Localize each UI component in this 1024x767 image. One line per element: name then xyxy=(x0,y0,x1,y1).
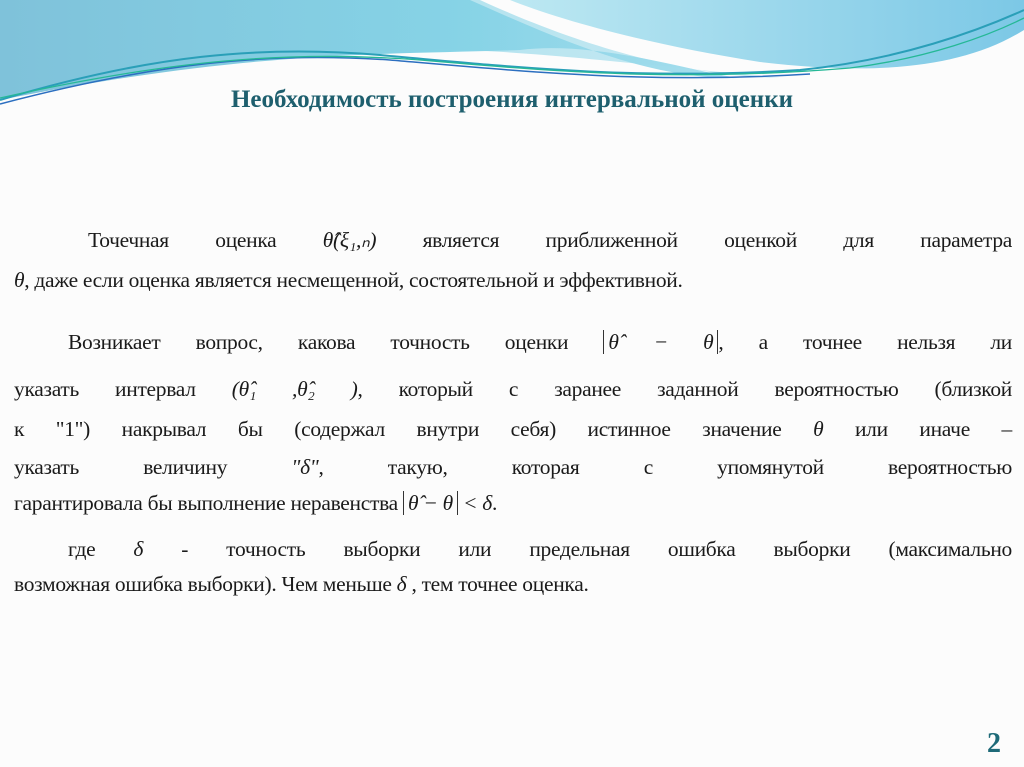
text: гарантировала бы выполнение неравенства xyxy=(14,491,398,515)
text: - точность выборки или предельная ошибка выборки (максимально xyxy=(181,537,1013,561)
text: где xyxy=(68,537,96,561)
math-abs-error: θ̂ − θ xyxy=(403,491,458,515)
text: , тем точнее оценка. xyxy=(411,572,589,596)
math-delta: "δ" xyxy=(291,455,319,479)
paragraph-3-line-1 xyxy=(68,537,1012,562)
text: , даже если оценка является несмещенной, состоятельной и эффективной. xyxy=(24,268,683,292)
text: указать величину xyxy=(14,455,228,479)
paragraph-2-line-1 xyxy=(68,330,1012,355)
paragraph-3-line-2 xyxy=(14,572,1012,597)
text: Точечная оценка xyxy=(88,228,277,252)
text: или иначе – xyxy=(854,417,1012,441)
text: , который с заранее заданной вероятностью (близкой xyxy=(357,377,1012,401)
math-less-than-delta: < δ xyxy=(462,491,492,515)
text: возможная ошибка выборки). Чем меньше xyxy=(14,572,392,596)
paragraph-1-line-2 xyxy=(14,268,1004,293)
page-number: 2 xyxy=(987,728,1001,759)
math-interval: (θ̂₁ ,θ̂₂ ) xyxy=(231,377,358,401)
paragraph-2-line-3 xyxy=(14,417,1012,442)
math-theta: θ xyxy=(14,268,25,292)
paragraph-2-line-2 xyxy=(14,377,1012,402)
text: . xyxy=(491,491,498,515)
math-delta: δ xyxy=(396,572,407,596)
text: к "1") накрывал бы (содержал внутри себя) истинное значение xyxy=(14,417,782,441)
math-delta: δ xyxy=(133,537,144,561)
text: , а точнее нельзя ли xyxy=(718,330,1013,354)
text: , такую, которая с упомянутой вероятностью xyxy=(318,455,1012,479)
text: Возникает вопрос, какова точность оценки xyxy=(68,330,569,354)
paragraph-2-line-4 xyxy=(14,455,1012,480)
slide-title: Необходимость построения интервальной оценки xyxy=(230,86,793,113)
paragraph-1-line-1 xyxy=(88,228,1012,253)
math-theta: θ xyxy=(813,417,824,441)
math-abs-error: θ̂ − θ xyxy=(603,330,718,354)
text: является приближенной оценкой для параметра xyxy=(422,228,1013,252)
text: указать интервал xyxy=(14,377,196,401)
math-estimate: θ̂(ξ₁,ₙ) xyxy=(322,228,377,252)
paragraph-2-line-5 xyxy=(14,491,1012,516)
